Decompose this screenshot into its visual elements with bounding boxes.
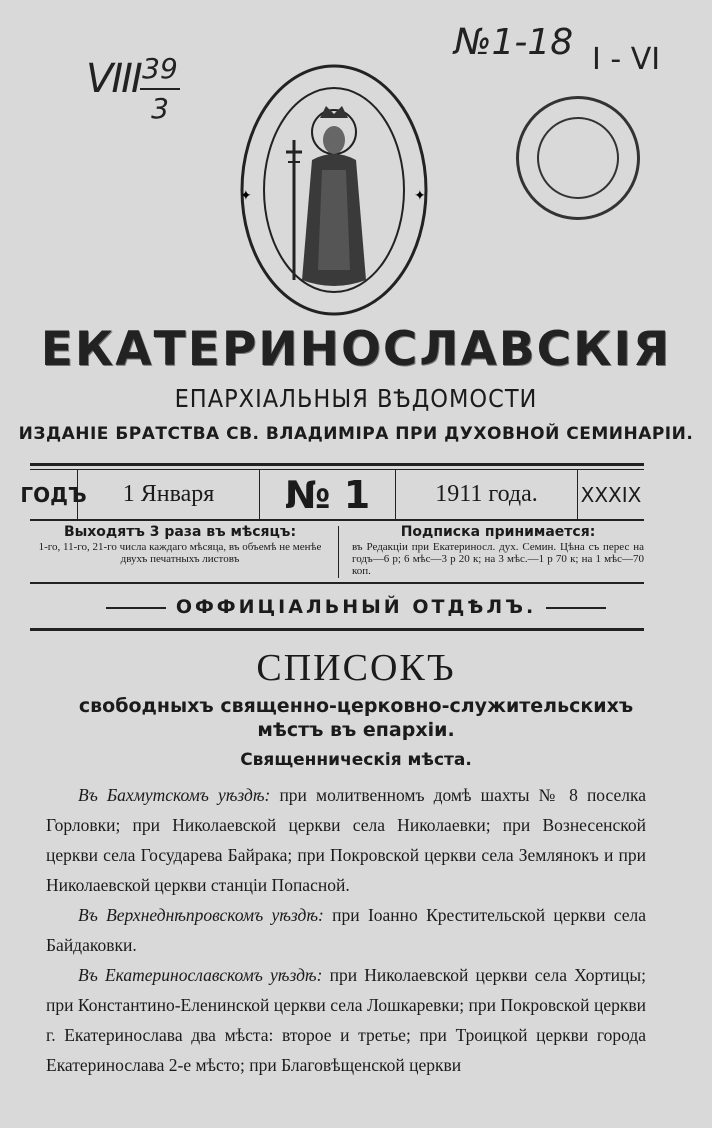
st-vladimir-seal [234,60,434,320]
rule [30,582,644,584]
subscription-heading: Подписка принимается: [400,524,596,540]
journal-title: ЕКАТЕРИНОСЛАВСКІЯ [40,322,672,377]
paragraph-text: при Іоанно Крестительской церкви села Байдаковки. [46,905,646,955]
article-body [46,780,646,1080]
district-paragraph [46,900,646,960]
district-name: Въ Екатеринославскомъ уѣздѣ: [78,965,323,985]
list-heading: СПИСОКЪ [256,647,456,689]
list-subheading: свободныхъ священно-церковно-служительскихъ [78,695,634,717]
frequency-info [30,524,330,565]
district-paragraph [46,780,646,900]
frequency-heading: Выходятъ 3 раза въ мѣсяцъ: [63,524,297,540]
handwritten-issue-range: №1-18 [454,22,574,63]
year-label: ГОДЪ [30,470,78,519]
paragraph-text: при молитвенномъ домѣ шахты № 8 поселка Горловки; при Николаевской церкви села Николаевки; при Вознесенской церкви села Государева Байрака; при Покровской церкви села Землянокъ и при Николаевской церкви станціи Попасной. [46,785,646,895]
district-paragraph [46,960,646,1080]
district-name: Въ Верхнеднѣпровскомъ уѣздѣ: [78,905,324,925]
district-name: Въ Бахмутскомъ уѣздѣ: [78,785,271,805]
fraction-bottom: 3 [151,92,169,125]
divider [338,526,339,578]
category-heading: Священническія мѣста. [240,750,472,770]
fraction-top: 39 [142,52,178,85]
handwritten-fraction [140,52,180,126]
publisher-line: ИЗДАНІЕ БРАТСТВА СВ. ВЛАДИМІРА ПРИ ДУХОВНОЙ СЕМИНАРІИ. [18,424,694,444]
svg-text:✦: ✦ [240,188,252,204]
section-title-text: ОФФИЦІАЛЬНЫЙ ОТДѢЛЪ. [175,596,537,618]
subscription-text: въ Редакціи при Екатериносл. дух. Семин. Цѣна съ перес на годъ—6 р; 6 мѣс—3 р 20 к; на 3 мѣс.—1 р 70 к; на 1 мѣс—70 коп. [352,541,644,577]
handwritten-shelfmark: VIII [86,56,141,102]
frequency-text: 1-го, 11-го, 21-го числа каждаго мѣсяца, въ объемѣ не менѣе двухъ печатныхъ листовъ [38,541,322,565]
journal-subtitle: ЕПАРХІАЛЬНЫЯ ВѢДОМОСТИ [174,384,538,413]
issue-number: № 1 [260,470,396,519]
section-title [0,596,712,618]
rule [30,519,644,521]
list-subheading-2: мѣстъ въ епархіи. [257,719,455,741]
library-stamp [504,84,651,231]
issue-date: 1 Января [78,470,260,519]
handwritten-volume-range: I - VI [592,42,661,77]
rule [30,628,644,631]
paragraph-text: при Николаевской церкви села Хортицы; при Константино-Еленинской церкви села Лошкаревки; при Покровской церкви г. Екатеринослава два мѣста: второе и третье; при Троицкой церкви города Екатеринослава 2-е мѣсто; при Благовѣщенской церкви [46,965,646,1075]
svg-text:✦: ✦ [414,188,426,204]
volume-number: XXXIX [580,482,642,507]
subscription-info [352,524,644,577]
issue-info-row [20,470,644,519]
rule [30,463,644,466]
issue-year: 1911 года. [396,470,578,519]
